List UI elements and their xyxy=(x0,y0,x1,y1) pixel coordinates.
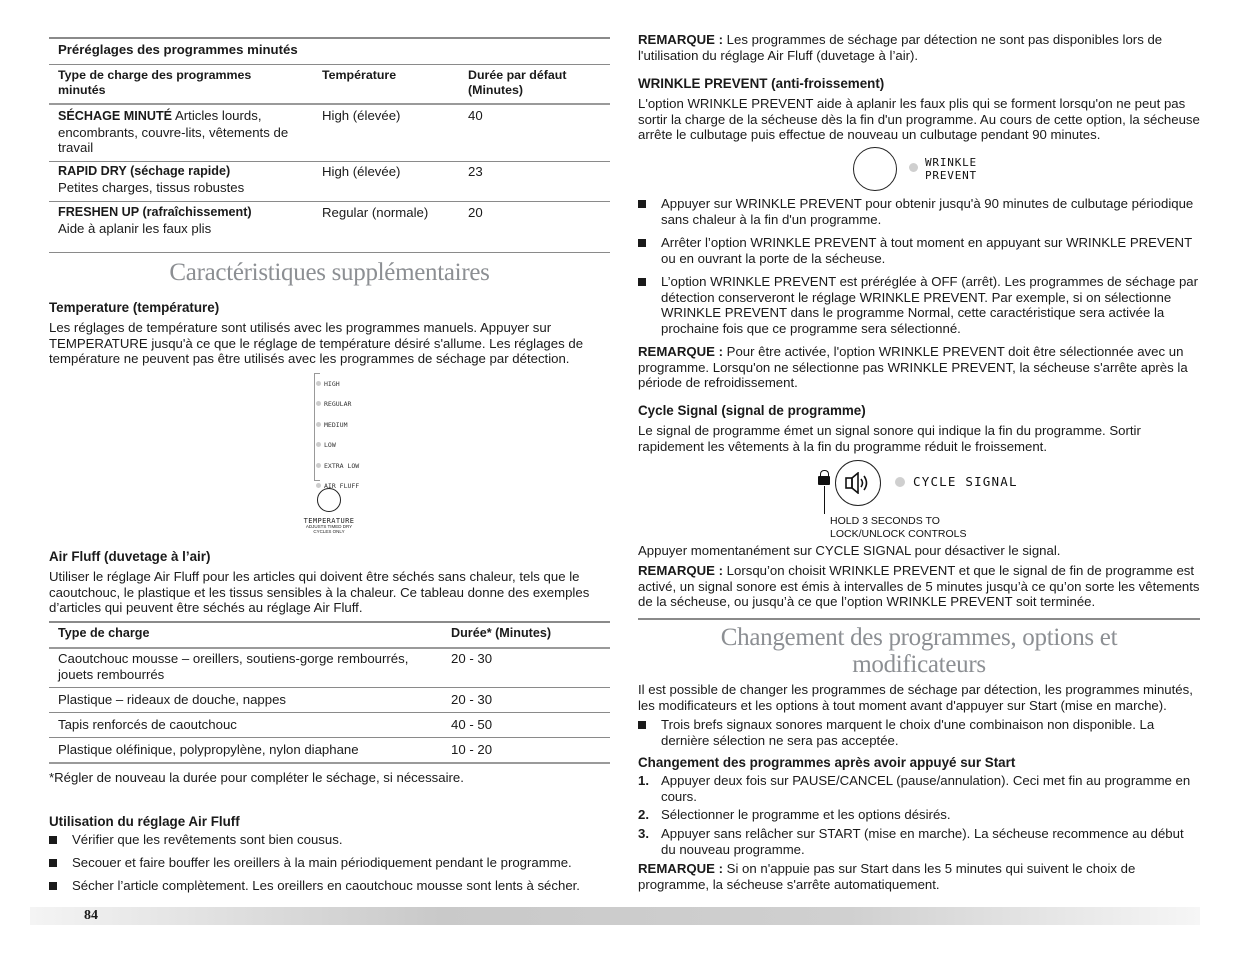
lock-line: LOCK/UNLOCK CONTROLS xyxy=(830,527,967,540)
temperature-button[interactable] xyxy=(317,488,341,512)
row-name: FRESHEN UP (rafraîchissement) xyxy=(58,205,252,219)
row-name: SÉCHAGE MINUTÉ xyxy=(58,109,173,123)
row-name: RAPID DRY (séchage rapide) xyxy=(58,164,231,178)
cycle-signal-button[interactable] xyxy=(835,460,881,506)
table-row: Plastique – rideaux de douche, nappes xyxy=(58,692,287,707)
wrinkle-body: L'option WRINKLE PREVENT aide à aplanir les faux plis qui se forment lorsqu'on ne peut pas sortir la charge de la sécheuse dès la fin d'un programme. Au cours de cette option, la sécheuse arrête le culbutage puis effectue de nouveau un culbutage pendant 90 minutes. xyxy=(638,96,1200,143)
section-title-features: Caractéristiques supplémentaires xyxy=(169,259,490,286)
row-temp: High (élevée) xyxy=(322,164,401,179)
divider xyxy=(49,252,610,253)
section-title-change xyxy=(638,624,1200,678)
usage-heading: Utilisation du réglage Air Fluff xyxy=(49,814,240,829)
bullet-text: Sécher l’article complètement. Les oreillers en caoutchouc mousse sont lents à sécher. xyxy=(72,878,580,893)
note-text: Si on n'appuie pas sur Start dans les 5 minutes qui suivent le choix de programme, la sécheuse s'arrête automatiquement. xyxy=(638,861,1136,892)
wrinkle-heading: WRINKLE PREVENT (anti-froissement) xyxy=(638,76,885,91)
bullet-text: Secouer et faire bouffer les oreillers à la main périodiquement pendant le programme. xyxy=(72,855,572,870)
air-fluff-footnote: *Régler de nouveau la durée pour compléter le séchage, si nécessaire. xyxy=(49,770,464,785)
bullet-icon xyxy=(638,200,646,208)
lock-leader-line xyxy=(824,486,825,514)
table-row xyxy=(58,108,308,156)
table-row: Caoutchouc mousse – oreillers, soutiens-gorge rembourrés, jouets rembourrés xyxy=(58,651,409,682)
table-row: Tapis renforcés de caoutchouc xyxy=(58,717,237,732)
level-label: HIGH xyxy=(324,380,340,388)
note-text: Les programmes de séchage par détection ne sont pas disponibles lors de l'utilisation du réglage Air Fluff (duvetage à l’air). xyxy=(638,32,1163,63)
divider xyxy=(49,201,610,202)
row-temp: Regular (normale) xyxy=(322,205,429,220)
bullet-text: Vérifier que les revêtements sont bien cousus. xyxy=(72,832,343,847)
table-row xyxy=(58,164,308,195)
level-label: AIR FLUFF xyxy=(324,482,360,491)
preset-header-temp: Température xyxy=(322,68,397,82)
table-top-rule xyxy=(49,621,610,623)
level-label: LOW xyxy=(324,441,336,450)
row-time: 10 - 20 xyxy=(451,742,493,757)
wrinkle-prevent-button[interactable] xyxy=(853,147,897,191)
divider xyxy=(49,647,610,649)
bullet-icon xyxy=(638,239,646,247)
step-text: Sélectionner le programme et les options désirés. xyxy=(661,807,951,822)
temperature-button-label: TEMPERATURE xyxy=(303,517,355,525)
air-header-type: Type de charge xyxy=(58,626,150,640)
bullet-icon xyxy=(49,859,57,867)
change-subheading: Changement des programmes après avoir appuyé sur Start xyxy=(638,755,1016,770)
row-time: 40 xyxy=(468,108,483,123)
table-row xyxy=(58,205,308,236)
bullet-text: Arrêter l’option WRINKLE PREVENT à tout moment en appuyant sur WRINKLE PREVENT ou en ouvrant la porte de la sécheuse. xyxy=(661,235,1192,266)
table-top-rule xyxy=(49,37,610,39)
cycle-signal-body: Le signal de programme émet un signal sonore qui indique la fin du programme. Sortir rapidement les vêtements à la fin du programme réduit le froissement. xyxy=(638,423,1141,454)
lock-icon xyxy=(818,470,832,486)
bullet-icon xyxy=(638,278,646,286)
preset-header-type: Type de charge des programmes minutés xyxy=(58,68,252,97)
wrinkle-indicator-light xyxy=(909,163,918,172)
title-line: Changement des programmes, options et xyxy=(720,624,1118,651)
divider xyxy=(49,64,610,65)
divider xyxy=(49,737,610,738)
divider xyxy=(49,161,610,162)
air-fluff-heading: Air Fluff (duvetage à l’air) xyxy=(49,549,211,564)
note-label: REMARQUE : xyxy=(638,344,723,359)
panel-bracket xyxy=(314,373,315,481)
cycle-signal-heading: Cycle Signal (signal de programme) xyxy=(638,403,866,418)
table-row: Plastique oléfinique, polypropylène, nylon diaphane xyxy=(58,742,359,757)
level-low[interactable] xyxy=(316,435,359,455)
preset-table-title: Préréglages des programmes minutés xyxy=(58,42,298,57)
lock-instructions xyxy=(830,515,967,540)
footer-bar xyxy=(30,907,1200,925)
row-temp: High (élevée) xyxy=(322,108,401,123)
note-text: Lorsqu’on choisit WRINKLE PREVENT et que le signal de fin de programme est activé, un signal sonore est émis à intervalles de 5 minutes jusqu’à ce qu’on sorte les vêtements de la sécheuse, ou jusqu’à ce que l’option WRINKLE PREVENT soit terminée. xyxy=(638,563,1200,610)
row-time: 20 xyxy=(468,205,483,220)
lock-line: HOLD 3 SECONDS TO xyxy=(830,515,940,527)
note-cycle-signal xyxy=(638,563,1200,610)
divider xyxy=(49,712,610,713)
cycle-signal-panel-label: CYCLE SIGNAL xyxy=(913,474,1018,489)
note-wrinkle xyxy=(638,344,1200,391)
step-number: 2. xyxy=(638,807,649,822)
bullet-text: L’option WRINKLE PREVENT est préréglée à OFF (arrêt). Les programmes de séchage par détection conserveront le réglage WRINKLE PREVENT. Par exemple, si on sélectionne WRINKLE PREVENT dans le programme Normal, cette caractéristique sera activée la prochaine fois que ce programme sera sélectionné. xyxy=(661,274,1199,336)
temperature-heading: Temperature (température) xyxy=(49,300,220,315)
note-label: REMARQUE : xyxy=(638,861,723,876)
row-time: 20 - 30 xyxy=(451,692,493,707)
temperature-panel xyxy=(295,370,375,540)
wrinkle-panel-label xyxy=(925,156,977,182)
level-regular[interactable] xyxy=(316,394,359,414)
note-label: REMARQUE : xyxy=(638,32,723,47)
row-desc: Aide à aplanir les faux plis xyxy=(58,220,212,236)
divider xyxy=(49,687,610,688)
title-line: modificateurs xyxy=(852,651,986,678)
panel-line: PREVENT xyxy=(925,169,977,182)
bullet-text: Appuyer sur WRINKLE PREVENT pour obtenir jusqu'à 90 minutes de culbutage périodique sans chaleur à la fin d'un programme. xyxy=(661,196,1194,227)
page-number: 84 xyxy=(84,908,98,923)
level-high[interactable] xyxy=(316,374,359,394)
speaker-icon xyxy=(845,472,871,494)
cycle-signal-after: Appuyer momentanément sur CYCLE SIGNAL pour désactiver le signal. xyxy=(638,543,1061,558)
note-label: REMARQUE : xyxy=(638,563,723,578)
note-change xyxy=(638,861,1200,892)
section-rule xyxy=(638,618,1200,620)
divider xyxy=(49,103,610,105)
air-header-time: Durée* (Minutes) xyxy=(451,626,552,640)
note-text: Pour être activée, l'option WRINKLE PREVENT doit être sélectionnée avec un programme. Lorsqu'on ne sélectionne pas WRINKLE PREVENT, la sécheuse s'arrête après la période de refroidissement. xyxy=(638,344,1188,391)
bullet-icon xyxy=(49,882,57,890)
bullet-text: Trois brefs signaux sonores marquent le choix d'une combinaison non disponible. La dernière sélection ne sera pas acceptée. xyxy=(661,717,1155,748)
row-desc: Petites charges, tissus robustes xyxy=(58,179,245,195)
divider xyxy=(49,762,610,764)
step-number: 1. xyxy=(638,773,649,788)
preset-header-time: Durée par défaut (Minutes) xyxy=(468,68,567,97)
bullet-icon xyxy=(638,721,646,729)
row-time: 40 - 50 xyxy=(451,717,493,732)
level-extra-low[interactable] xyxy=(316,456,359,476)
step-text: Appuyer deux fois sur PAUSE/CANCEL (pause/annulation). Ceci met fin au programme en cours. xyxy=(661,773,1191,804)
level-label: REGULAR xyxy=(324,400,352,409)
temperature-body: Les réglages de température sont utilisés avec les programmes manuels. Appuyer sur TEMPERATURE jusqu'à ce que le réglage de température désiré s'allume. Les réglages de température ne peuvent pas être utilisés avec les programmes de séchage par détection. xyxy=(49,320,584,367)
level-label: EXTRA LOW xyxy=(324,461,360,470)
temperature-button-note: ADJUSTS TIMED DRY CYCLES ONLY xyxy=(305,524,353,534)
row-desc: Articles lourds, encombrants, couvre-lits, vêtements de travail xyxy=(58,108,289,156)
level-medium[interactable] xyxy=(316,415,359,435)
bullet-icon xyxy=(49,836,57,844)
temperature-levels xyxy=(316,374,359,496)
row-time: 20 - 30 xyxy=(451,651,493,666)
row-time: 23 xyxy=(468,164,483,179)
panel-line: WRINKLE xyxy=(925,156,977,169)
level-label: MEDIUM xyxy=(324,420,348,429)
step-text: Appuyer sans relâcher sur START (mise en marche). La sécheuse recommence au début du nouveau programme. xyxy=(661,826,1184,857)
note-air-fluff xyxy=(638,32,1200,63)
step-number: 3. xyxy=(638,826,649,841)
air-fluff-body: Utiliser le réglage Air Fluff pour les articles qui doivent être séchés sans chaleur, tels que le caoutchouc, le plastique et les tissus sensibles à la chaleur. Ce tableau donne des exemples d’articles qui peuvent être séchés au réglage Air Fluff. xyxy=(49,569,590,616)
cycle-signal-indicator-light xyxy=(895,477,905,487)
change-body: Il est possible de changer les programmes de séchage par détection, les programmes minutés, les modificateurs et les options à tout moment avant d'appuyer sur Start (mise en marche). xyxy=(638,682,1193,713)
